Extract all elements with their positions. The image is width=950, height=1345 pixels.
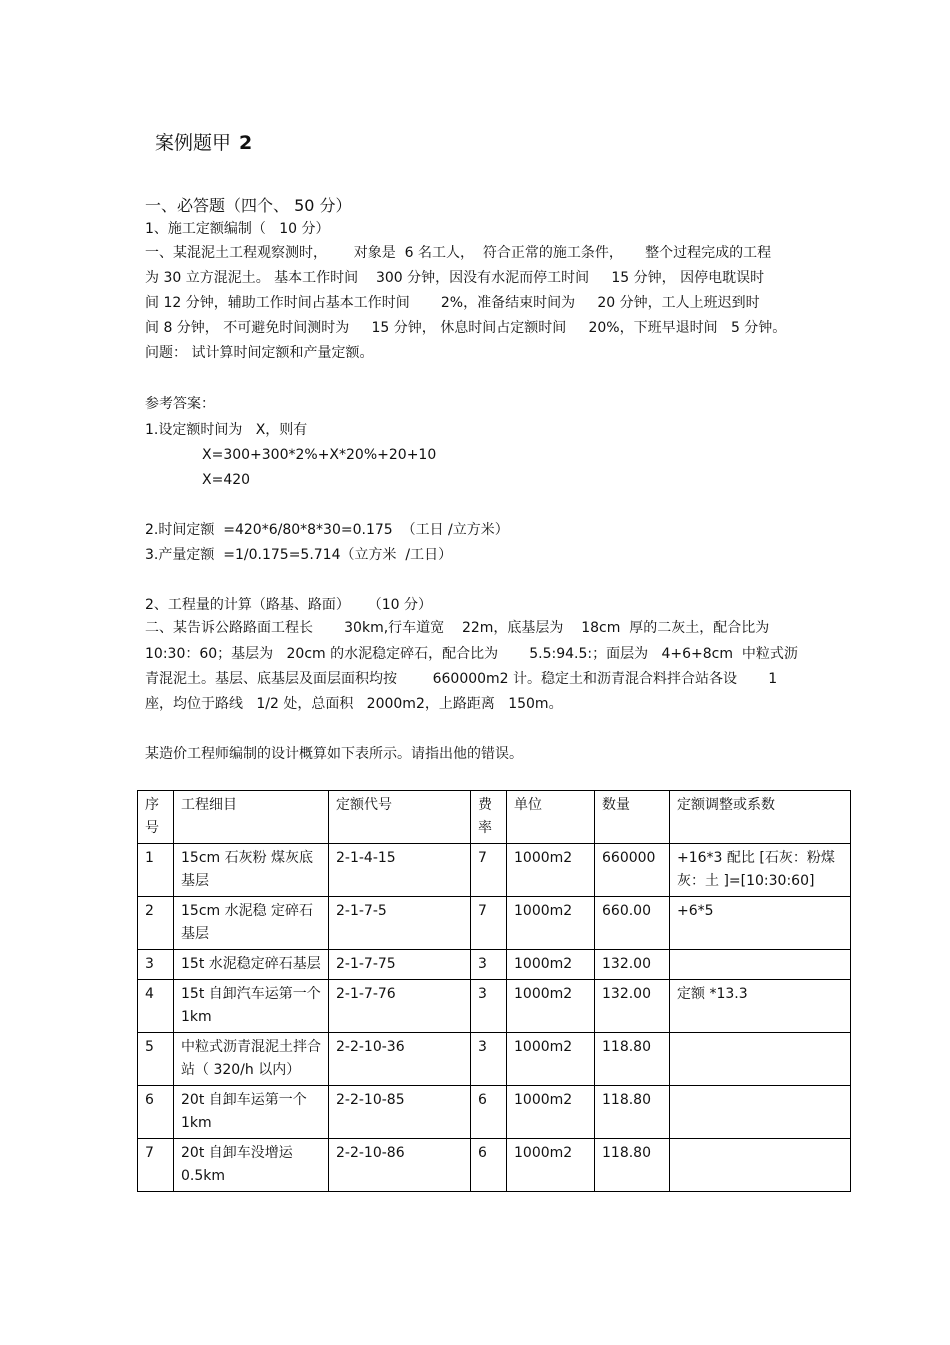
header-cell: 定额调整或系数 (670, 791, 851, 844)
table-cell: 660.00 (595, 897, 670, 950)
table-cell: 3 (471, 1033, 507, 1086)
table-cell: 1 (138, 844, 174, 897)
table-cell: 7 (471, 897, 507, 950)
header-cell: 单位 (507, 791, 595, 844)
table-cell: 15t 水泥稳定碎石基层 (174, 950, 329, 980)
estimate-table (137, 790, 851, 1192)
q1-body-line: 为 30 立方混泥土。 基本工作时间 300 分钟，因没有水泥而停工时间 15 分钟， 因停电耽误时 (145, 270, 765, 286)
table-cell: 2-2-10-36 (329, 1033, 471, 1086)
table-cell (670, 1139, 851, 1192)
q2-heading: 2、工程量的计算（路基、路面） （10 分） (145, 597, 432, 613)
table-cell: 118.80 (595, 1139, 670, 1192)
table-row (138, 1033, 851, 1086)
section-heading: 一、必答题（四个、 50 分） (145, 196, 352, 215)
table-cell: 15cm 水泥稳 定碎石基层 (174, 897, 329, 950)
q1-body-line: 一、某混泥土工程观察测时， 对象是 6 名工人， 符合正常的施工条件， 整个过程完成的工程 (145, 245, 772, 261)
table-cell: 20t 自卸车运第一个 1km (174, 1086, 329, 1139)
table-cell: 1000m2 (507, 844, 595, 897)
table-cell: 20t 自卸车没增运0.5km (174, 1139, 329, 1192)
table-cell: 2-1-7-76 (329, 980, 471, 1033)
table-header-row (138, 791, 851, 844)
document-title (155, 128, 252, 155)
table-cell: 132.00 (595, 980, 670, 1033)
answer-equation: X=300+300*2%+X*20%+20+10 (202, 447, 437, 463)
header-cell: 费率 (471, 791, 507, 844)
q1-body-line: 间 12 分钟，辅助工作时间占基本工作时间 2%，准备结束时间为 20 分钟，工人上班迟到时 (145, 295, 760, 311)
table-cell: 15cm 石灰粉 煤灰底基层 (174, 844, 329, 897)
table-cell: 15t 自卸汽车运第一个 1km (174, 980, 329, 1033)
table-cell: 118.80 (595, 1086, 670, 1139)
q2-note: 某造价工程师编制的设计概算如下表所示。请指出他的错误。 (145, 746, 523, 762)
table-cell: 中粒式沥青混泥土拌合站（ 320/h 以内） (174, 1033, 329, 1086)
q2-body-line: 座，均位于路线 1/2 处，总面积 2000m2，上路距离 150m。 (145, 696, 563, 712)
table-cell: 2 (138, 897, 174, 950)
table-cell: 118.80 (595, 1033, 670, 1086)
table-cell: 4 (138, 980, 174, 1033)
table-cell: 1000m2 (507, 1033, 595, 1086)
table-row (138, 844, 851, 897)
table-cell: 3 (471, 980, 507, 1033)
table-row (138, 950, 851, 980)
table-cell: +16*3 配比 [石灰：粉煤灰：土 ]=[10:30:60] (670, 844, 851, 897)
table-cell: 2-2-10-86 (329, 1139, 471, 1192)
answer-step-2: 2.时间定额 =420*6/80*8*30=0.175 （工日 /立方米） (145, 522, 509, 538)
table-cell: 3 (471, 950, 507, 980)
table-cell (670, 950, 851, 980)
table-row (138, 980, 851, 1033)
table-cell: 1000m2 (507, 980, 595, 1033)
table-row (138, 1086, 851, 1139)
title-text: 案例题甲 (155, 132, 232, 154)
q1-heading: 1、施工定额编制（ 10 分） (145, 221, 330, 237)
table-cell: 2-1-4-15 (329, 844, 471, 897)
title-number: 2 (239, 132, 253, 154)
table-cell: 3 (138, 950, 174, 980)
header-cell: 数量 (595, 791, 670, 844)
q2-body-line: 二、某告诉公路路面工程长 30km,行车道宽 22m，底基层为 18cm 厚的二灰土，配合比为 (145, 620, 770, 636)
answer-equation: X=420 (202, 472, 251, 488)
table-cell: 2-1-7-75 (329, 950, 471, 980)
q1-body-line: 问题： 试计算时间定额和产量定额。 (145, 345, 374, 361)
table-row (138, 1139, 851, 1192)
table-cell: 1000m2 (507, 897, 595, 950)
table-cell: 1000m2 (507, 950, 595, 980)
table-cell: 7 (471, 844, 507, 897)
table-cell: 660000 (595, 844, 670, 897)
table-cell: 5 (138, 1033, 174, 1086)
q1-body-line: 间 8 分钟， 不可避免时间测时为 15 分钟， 休息时间占定额时间 20%，下班早退时间 5 分钟。 (145, 320, 787, 336)
header-cell: 序号 (138, 791, 174, 844)
table-row (138, 897, 851, 950)
q2-body-line: 青混泥土。基层、底基层及面层面积均按 660000m2 计。稳定土和沥青混合料拌合站各设 1 (145, 671, 778, 687)
table-cell (670, 1033, 851, 1086)
table-cell: 2-1-7-5 (329, 897, 471, 950)
table-cell: 132.00 (595, 950, 670, 980)
table-cell: 1000m2 (507, 1086, 595, 1139)
answer-step-3: 3.产量定额 =1/0.175=5.714（立方米 /工日） (145, 547, 453, 563)
table-cell: 6 (138, 1086, 174, 1139)
table-cell: 6 (471, 1086, 507, 1139)
answer-label: 参考答案： (145, 396, 215, 412)
header-cell: 工程细目 (174, 791, 329, 844)
table-cell: 7 (138, 1139, 174, 1192)
table-cell (670, 1086, 851, 1139)
q2-body-line: 10:30：60；基层为 20cm 的水泥稳定碎石，配合比为 5.5:94.5:；面层为 4+6+8cm 中粒式沥 (145, 646, 798, 662)
table-cell: 定额 *13.3 (670, 980, 851, 1033)
table-cell: 6 (471, 1139, 507, 1192)
table-cell: +6*5 (670, 897, 851, 950)
answer-step-1: 1.设定额时间为 X，则有 (145, 422, 308, 438)
table-cell: 2-2-10-85 (329, 1086, 471, 1139)
header-cell: 定额代号 (329, 791, 471, 844)
table-cell: 1000m2 (507, 1139, 595, 1192)
